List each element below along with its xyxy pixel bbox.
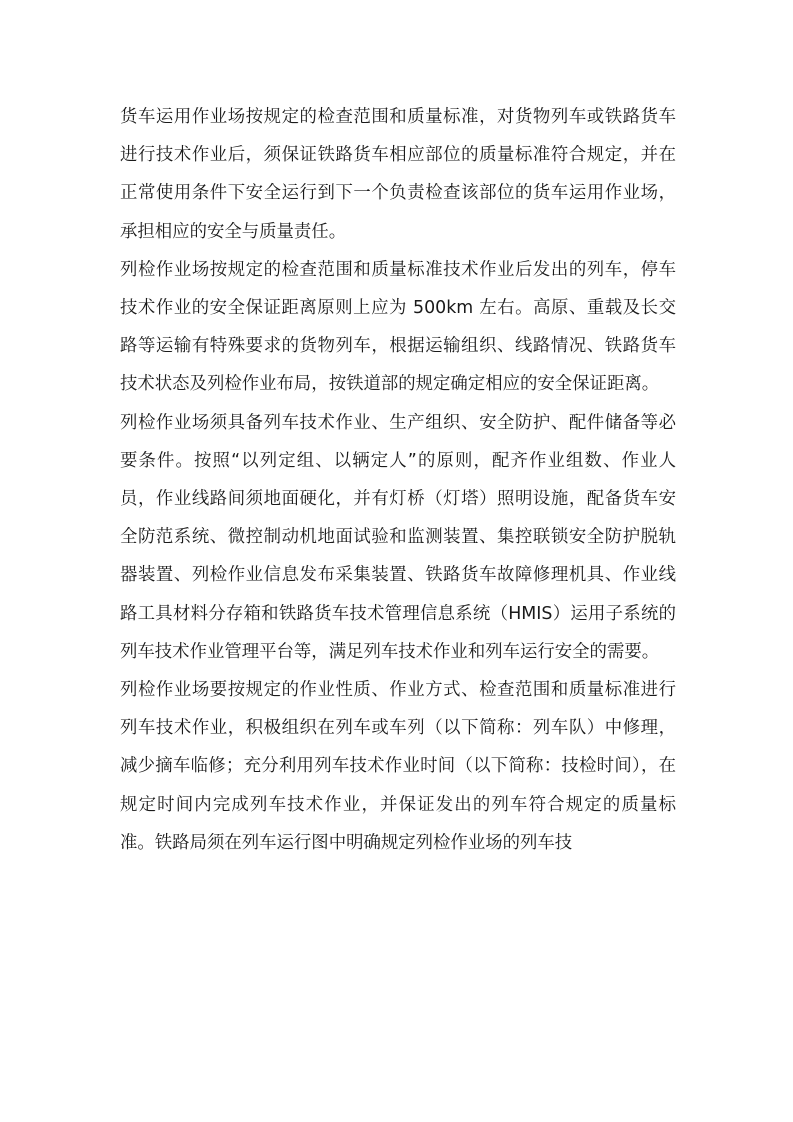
paragraph-1: 货车运用作业场按规定的检查范围和质量标准，对货物列车或铁路货车进行技术作业后，须保证铁路货车相应部位的质量标准符合规定，并在正常使用条件下安全运行到下一个负责检查该部位的货车运用作业场，承担相应的安全与质量责任。 xyxy=(120,107,676,242)
document-body xyxy=(120,98,676,862)
paragraph-2: 列检作业场按规定的检查范围和质量标准技术作业后发出的列车，停车技术作业的安全保证距离原则上应为 500km 左右。高原、重载及长交路等运输有特殊要求的货物列车，根据运输组织、线路情况、铁路货车技术状态及列检作业布局，按铁道部的规定确定相应的安全保证距离。 xyxy=(120,259,676,395)
paragraph-3: 列检作业场须具备列车技术作业、生产组织、安全防护、配件储备等必要条件。按照“以列定组、以辆定人”的原则，配齐作业组数、作业人员，作业线路间须地面硬化，并有灯桥（灯塔）照明设施，配备货车安全防范系统、微控制动机地面试验和监测装置、集控联锁安全防护脱轨器装置、列检作业信息发布采集装置、铁路货车故障修理机具、作业线路工具材料分存箱和铁路货车技术管理信息系统（HMIS）运用子系统的列车技术作业管理平台等，满足列车技术作业和列车运行安全的需要。 xyxy=(120,412,676,662)
paragraph-4: 列检作业场要按规定的作业性质、作业方式、检查范围和质量标准进行列车技术作业，积极组织在列车或车列（以下简称：列车队）中修理，减少摘车临修；充分利用列车技术作业时间（以下简称：技检时间），在规定时间内完成列车技术作业，并保证发出的列车符合规定的质量标准。铁路局须在列车运行图中明确规定列检作业场的列车技 xyxy=(120,680,676,853)
